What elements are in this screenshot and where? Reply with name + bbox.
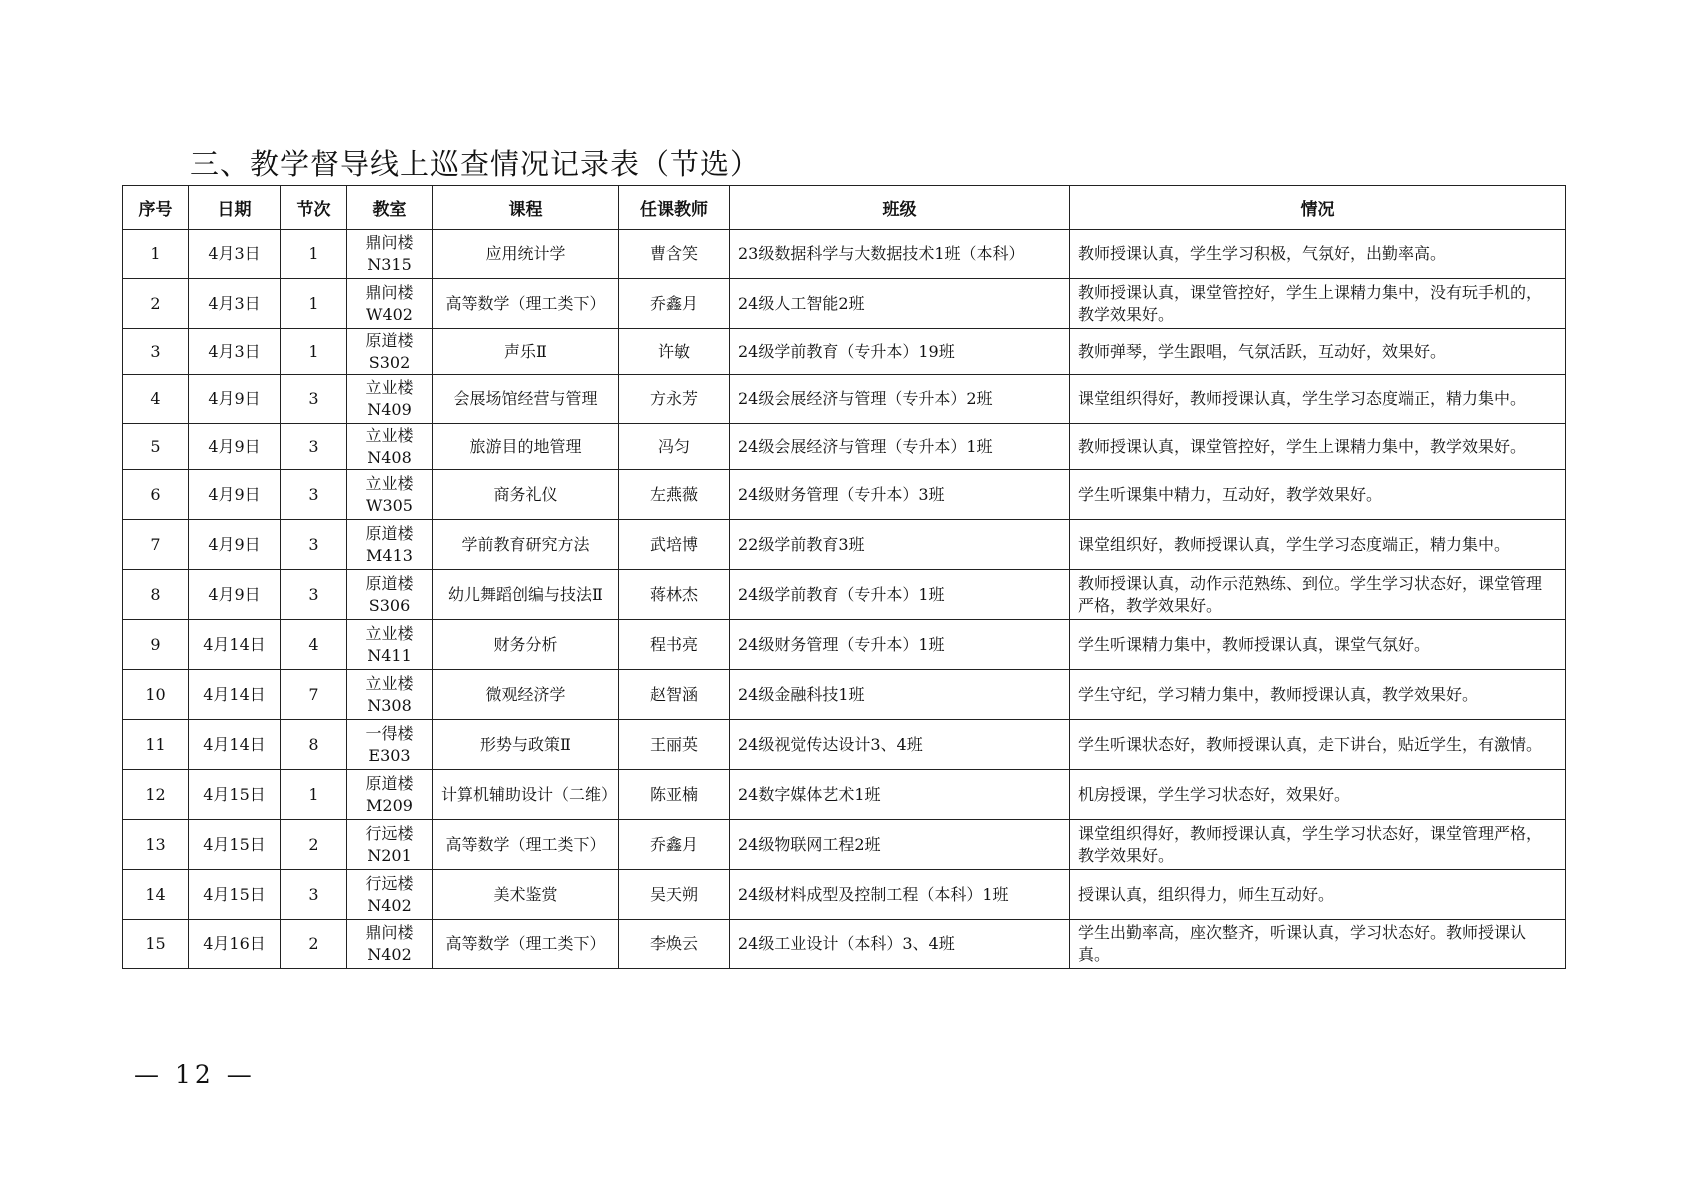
- cell-course: 应用统计学: [433, 230, 619, 279]
- cell-teacher: 乔鑫月: [619, 279, 730, 329]
- cell-remark: 学生出勤率高，座次整齐，听课认真，学习状态好。教师授课认真。: [1070, 920, 1566, 969]
- cell-date: 4月9日: [189, 520, 281, 570]
- cell-date: 4月15日: [189, 820, 281, 870]
- table-row: [123, 670, 1566, 720]
- room-building: 鼎问楼: [365, 282, 414, 302]
- cell-date: 4月14日: [189, 670, 281, 720]
- column-header-teacher: 任课教师: [619, 186, 730, 230]
- cell-course: 声乐Ⅱ: [433, 329, 619, 375]
- room-number: N402: [367, 895, 412, 915]
- cell-course: 微观经济学: [433, 670, 619, 720]
- cell-no: 15: [123, 920, 189, 969]
- cell-no: 6: [123, 470, 189, 520]
- cell-period: 3: [281, 375, 347, 424]
- cell-course: 商务礼仪: [433, 470, 619, 520]
- room-building: 立业楼: [365, 623, 414, 643]
- cell-room: [347, 230, 433, 279]
- column-header-period: 节次: [281, 186, 347, 230]
- room-number: M209: [366, 795, 413, 815]
- cell-class: 24级工业设计（本科）3、4班: [730, 920, 1070, 969]
- cell-class: 24级财务管理（专升本）3班: [730, 470, 1070, 520]
- cell-no: 2: [123, 279, 189, 329]
- cell-remark: 教师授课认真，课堂管控好，学生上课精力集中，教学效果好。: [1070, 424, 1566, 470]
- cell-date: 4月9日: [189, 570, 281, 620]
- cell-teacher: 曹含笑: [619, 230, 730, 279]
- cell-room: [347, 279, 433, 329]
- cell-class: 24级财务管理（专升本）1班: [730, 620, 1070, 670]
- room-building: 原道楼: [365, 773, 414, 793]
- cell-teacher: 陈亚楠: [619, 770, 730, 820]
- cell-no: 11: [123, 720, 189, 770]
- room-building: 原道楼: [365, 330, 414, 350]
- room-number: N408: [367, 447, 412, 467]
- cell-teacher: 武培博: [619, 520, 730, 570]
- table-row: [123, 375, 1566, 424]
- table-row: [123, 279, 1566, 329]
- cell-no: 3: [123, 329, 189, 375]
- cell-course: 形势与政策Ⅱ: [433, 720, 619, 770]
- table-row: [123, 920, 1566, 969]
- room-number: W402: [366, 304, 413, 324]
- cell-period: 4: [281, 620, 347, 670]
- cell-room: [347, 520, 433, 570]
- cell-teacher: 吴天朔: [619, 870, 730, 920]
- room-number: N308: [367, 695, 412, 715]
- cell-class: 22级学前教育3班: [730, 520, 1070, 570]
- room-building: 原道楼: [365, 573, 414, 593]
- room-number: N411: [367, 645, 412, 665]
- cell-teacher: 乔鑫月: [619, 820, 730, 870]
- cell-period: 3: [281, 470, 347, 520]
- cell-teacher: 赵智涵: [619, 670, 730, 720]
- table-row: [123, 424, 1566, 470]
- table-row: [123, 230, 1566, 279]
- table-row: [123, 720, 1566, 770]
- cell-remark: 教师授课认真，动作示范熟练、到位。学生学习状态好，课堂管理严格，教学效果好。: [1070, 570, 1566, 620]
- cell-teacher: 许敏: [619, 329, 730, 375]
- cell-teacher: 左燕薇: [619, 470, 730, 520]
- room-building: 行远楼: [365, 823, 414, 843]
- cell-room: [347, 770, 433, 820]
- cell-remark: 教师授课认真，课堂管控好，学生上课精力集中，没有玩手机的，教学效果好。: [1070, 279, 1566, 329]
- cell-course: 旅游目的地管理: [433, 424, 619, 470]
- cell-remark: 课堂组织得好，教师授课认真，学生学习态度端正，精力集中。: [1070, 375, 1566, 424]
- column-header-room: 教室: [347, 186, 433, 230]
- room-building: 鼎问楼: [365, 233, 414, 252]
- cell-no: 10: [123, 670, 189, 720]
- cell-course: 会展场馆经营与管理: [433, 375, 619, 424]
- table-row: [123, 870, 1566, 920]
- cell-remark: 授课认真，组织得力，师生互动好。: [1070, 870, 1566, 920]
- cell-remark: 教师授课认真，学生学习积极，气氛好，出勤率高。: [1070, 230, 1566, 279]
- cell-period: 1: [281, 329, 347, 375]
- room-building: 一得楼: [365, 723, 414, 743]
- cell-remark: 学生听课精力集中，教师授课认真，课堂气氛好。: [1070, 620, 1566, 670]
- room-building: 立业楼: [365, 473, 414, 493]
- cell-period: 2: [281, 820, 347, 870]
- page-number: — 12 —: [134, 1060, 256, 1089]
- cell-no: 13: [123, 820, 189, 870]
- cell-course: 财务分析: [433, 620, 619, 670]
- cell-remark: 课堂组织好，教师授课认真，学生学习态度端正，精力集中。: [1070, 520, 1566, 570]
- cell-room: [347, 720, 433, 770]
- cell-teacher: 蒋林杰: [619, 570, 730, 620]
- cell-course: 学前教育研究方法: [433, 520, 619, 570]
- room-number: W305: [366, 495, 413, 515]
- cell-class: 24级学前教育（专升本）19班: [730, 329, 1070, 375]
- cell-date: 4月3日: [189, 329, 281, 375]
- room-building: 行远楼: [365, 873, 414, 893]
- cell-room: [347, 920, 433, 969]
- cell-no: 4: [123, 375, 189, 424]
- cell-remark: 学生守纪，学习精力集中，教师授课认真，教学效果好。: [1070, 670, 1566, 720]
- cell-room: [347, 329, 433, 375]
- cell-no: 14: [123, 870, 189, 920]
- cell-teacher: 方永芳: [619, 375, 730, 424]
- table-row: [123, 520, 1566, 570]
- cell-remark: 学生听课集中精力，互动好，教学效果好。: [1070, 470, 1566, 520]
- cell-course: 美术鉴赏: [433, 870, 619, 920]
- cell-course: 高等数学（理工类下）: [433, 920, 619, 969]
- table-row: [123, 620, 1566, 670]
- column-header-course: 课程: [433, 186, 619, 230]
- cell-teacher: 冯匀: [619, 424, 730, 470]
- cell-room: [347, 820, 433, 870]
- cell-period: 3: [281, 520, 347, 570]
- cell-teacher: 王丽英: [619, 720, 730, 770]
- cell-period: 1: [281, 770, 347, 820]
- cell-no: 7: [123, 520, 189, 570]
- cell-period: 1: [281, 230, 347, 279]
- cell-date: 4月15日: [189, 870, 281, 920]
- room-building: 立业楼: [365, 378, 414, 397]
- cell-course: 幼儿舞蹈创编与技法Ⅱ: [433, 570, 619, 620]
- cell-no: 8: [123, 570, 189, 620]
- cell-period: 8: [281, 720, 347, 770]
- cell-class: 24级会展经济与管理（专升本）2班: [730, 375, 1070, 424]
- cell-room: [347, 870, 433, 920]
- cell-date: 4月14日: [189, 720, 281, 770]
- room-building: 原道楼: [365, 523, 414, 543]
- inspection-record-table: [122, 185, 1566, 969]
- cell-class: 23级数据科学与大数据技术1班（本科）: [730, 230, 1070, 279]
- room-number: S306: [368, 595, 411, 615]
- room-number: N409: [367, 400, 412, 419]
- cell-room: [347, 424, 433, 470]
- cell-date: 4月3日: [189, 279, 281, 329]
- room-number: M413: [366, 545, 413, 565]
- cell-period: 1: [281, 279, 347, 329]
- cell-course: 高等数学（理工类下）: [433, 279, 619, 329]
- column-header-no: 序号: [123, 186, 189, 230]
- cell-room: [347, 470, 433, 520]
- cell-class: 24级人工智能2班: [730, 279, 1070, 329]
- cell-course: 高等数学（理工类下）: [433, 820, 619, 870]
- cell-room: [347, 620, 433, 670]
- cell-room: [347, 570, 433, 620]
- cell-class: 24级金融科技1班: [730, 670, 1070, 720]
- cell-course: 计算机辅助设计（二维）: [433, 770, 619, 820]
- cell-class: 24级物联网工程2班: [730, 820, 1070, 870]
- cell-class: 24级学前教育（专升本）1班: [730, 570, 1070, 620]
- table-row: [123, 570, 1566, 620]
- cell-date: 4月9日: [189, 470, 281, 520]
- column-header-class: 班级: [730, 186, 1070, 230]
- cell-no: 9: [123, 620, 189, 670]
- cell-period: 3: [281, 424, 347, 470]
- cell-room: [347, 670, 433, 720]
- column-header-remark: 情况: [1070, 186, 1566, 230]
- cell-date: 4月16日: [189, 920, 281, 969]
- cell-class: 24数字媒体艺术1班: [730, 770, 1070, 820]
- table-body: [123, 230, 1566, 969]
- cell-teacher: 李焕云: [619, 920, 730, 969]
- cell-no: 5: [123, 424, 189, 470]
- room-building: 立业楼: [365, 425, 414, 445]
- room-number: E303: [368, 745, 411, 765]
- cell-date: 4月14日: [189, 620, 281, 670]
- cell-remark: 机房授课，学生学习状态好，效果好。: [1070, 770, 1566, 820]
- room-number: S302: [368, 352, 411, 372]
- cell-no: 1: [123, 230, 189, 279]
- cell-teacher: 程书亮: [619, 620, 730, 670]
- cell-date: 4月9日: [189, 375, 281, 424]
- cell-period: 7: [281, 670, 347, 720]
- cell-remark: 教师弹琴，学生跟唱，气氛活跃，互动好，效果好。: [1070, 329, 1566, 375]
- table-row: [123, 820, 1566, 870]
- cell-period: 2: [281, 920, 347, 969]
- table-row: [123, 329, 1566, 375]
- room-number: N201: [367, 845, 412, 865]
- cell-date: 4月3日: [189, 230, 281, 279]
- cell-room: [347, 375, 433, 424]
- cell-date: 4月15日: [189, 770, 281, 820]
- cell-period: 3: [281, 570, 347, 620]
- room-building: 鼎问楼: [365, 923, 414, 942]
- cell-date: 4月9日: [189, 424, 281, 470]
- cell-period: 3: [281, 870, 347, 920]
- cell-remark: 课堂组织得好，教师授课认真，学生学习状态好，课堂管理严格，教学效果好。: [1070, 820, 1566, 870]
- cell-class: 24级会展经济与管理（专升本）1班: [730, 424, 1070, 470]
- room-number: N315: [367, 255, 412, 274]
- table-header-row: [123, 186, 1566, 230]
- room-building: 立业楼: [365, 673, 414, 693]
- column-header-date: 日期: [189, 186, 281, 230]
- document-title: 三、教学督导线上巡查情况记录表（节选）: [190, 147, 761, 181]
- cell-class: 24级视觉传达设计3、4班: [730, 720, 1070, 770]
- cell-remark: 学生听课状态好，教师授课认真，走下讲台，贴近学生，有激情。: [1070, 720, 1566, 770]
- cell-class: 24级材料成型及控制工程（本科）1班: [730, 870, 1070, 920]
- cell-no: 12: [123, 770, 189, 820]
- room-number: N402: [367, 945, 412, 964]
- table-row: [123, 770, 1566, 820]
- table-row: [123, 470, 1566, 520]
